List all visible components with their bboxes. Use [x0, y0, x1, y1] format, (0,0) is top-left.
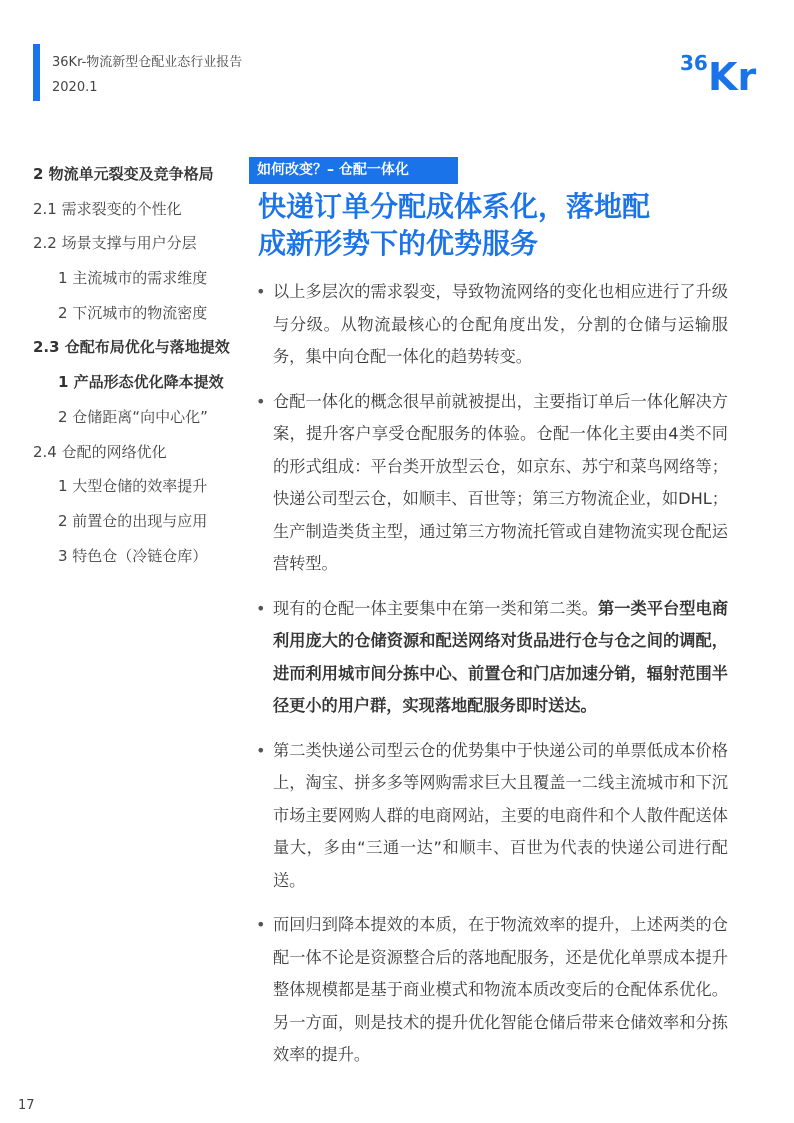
toc-item[interactable]: 1 大型仓储的效率提升	[58, 477, 208, 496]
toc-item-current[interactable]: 1 产品形态优化降本提效	[58, 373, 224, 392]
bullet-paragraph	[256, 909, 728, 1072]
bullet-paragraph	[256, 593, 728, 723]
table-of-contents	[33, 160, 248, 576]
bullet-paragraph	[256, 276, 728, 374]
report-date: 2020.1	[52, 80, 98, 95]
toc-item[interactable]: 2 仓储距离“向中心化”	[58, 407, 208, 426]
bullet-bold-text: 第一类平台型电商利用庞大的仓储资源和配送网络对货品进行仓与仓之间的调配，进而利用城市间分拣中心、前置仓和门店加速分销，辐射范围半径更小的用户群，实现落地配服务即时送达。	[273, 598, 729, 715]
bullet-paragraph	[256, 386, 728, 581]
header-accent-bar	[33, 44, 40, 101]
bullet-list	[256, 276, 728, 1084]
toc-item[interactable]: 2.2 场景支撑与用户分层	[33, 234, 197, 253]
toc-item[interactable]: 2 前置仓的出现与应用	[58, 511, 208, 530]
bullet-text: 而回归到降本提效的本质，在于物流效率的提升，上述两类的仓配一体不论是资源整合后的落地配服务，还是优化单票成本提升整体规模都是基于商业模式和物流本质改变后的仓配体系优化。另一方面，则是技术的提升优化智能仓储后带来仓储效率和分拣效率的提升。	[273, 915, 728, 1064]
bullet-text: 仓配一体化的概念很早前就被提出，主要指订单后一体化解决方案，提升客户享受仓配服务的体验。仓配一体化主要由4类不同的形式组成：平台类开放型云仓，如京东、苏宁和菜鸟网络等；快递公司型云仓，如顺丰、百世等；第三方物流企业，如DHL；生产制造类货主型，通过第三方物流托管或自建物流实现仓配运营转型。	[273, 391, 728, 573]
logo-text-small: 36	[680, 51, 708, 75]
toc-item[interactable]: 2 物流单元裂变及竞争格局	[33, 165, 214, 183]
bullet-text: 现有的仓配一体主要集中在第一类和第二类。	[273, 598, 599, 618]
page-heading-line: 快递订单分配成体系化，落地配	[258, 190, 651, 223]
page-heading-line: 成新形势下的优势服务	[258, 227, 539, 260]
toc-item[interactable]: 1 主流城市的需求维度	[58, 269, 208, 288]
page-heading	[258, 188, 758, 262]
page-number: 17	[18, 1098, 35, 1113]
section-tag: 如何改变？– 仓配一体化	[249, 157, 458, 184]
bullet-paragraph	[256, 735, 728, 898]
logo-text-large: Kr	[708, 55, 757, 94]
toc-item[interactable]: 2 下沉城市的物流密度	[58, 303, 208, 322]
bullet-text: 第二类快递公司型云仓的优势集中于快递公司的单票低成本价格上，淘宝、拼多多等网购需求巨大且覆盖一二线主流城市和下沉市场主要网购人群的电商网站，主要的电商件和个人散件配送体量大，多由“三通一达”和顺丰、百世为代表的快递公司进行配送。	[273, 740, 728, 890]
toc-item[interactable]: 2.1 需求裂变的个性化	[33, 199, 182, 218]
toc-item[interactable]: 2.4 仓配的网络优化	[33, 442, 167, 461]
bullet-text: 以上多层次的需求裂变，导致物流网络的变化也相应进行了升级与分级。从物流最核心的仓配角度出发，分割的仓储与运输服务，集中向仓配一体化的趋势转变。	[273, 282, 728, 366]
toc-item[interactable]: 3 特色仓（冷链仓库）	[58, 546, 208, 565]
report-title: 36Kr-物流新型仓配业态行业报告	[52, 55, 243, 70]
toc-item[interactable]: 2.3 仓配布局优化与落地提效	[33, 338, 230, 357]
36kr-logo-icon	[680, 44, 764, 94]
